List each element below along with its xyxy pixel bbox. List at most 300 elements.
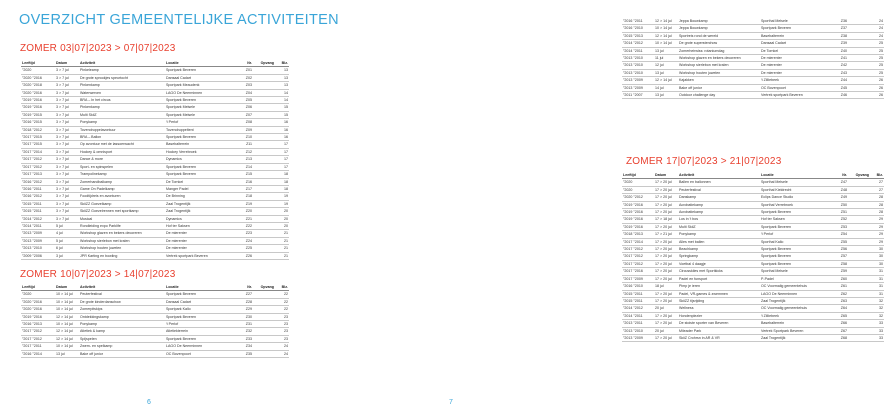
cell-page: 31 <box>870 268 884 275</box>
section-heading-week2: ZOMER 10|07|2023 > 14|07|2023 <box>20 269 176 280</box>
cell-date: 10 > 14 jul <box>55 291 79 298</box>
cell-nr: Z40 <box>832 47 848 54</box>
cell-date: 17 > 18 jul <box>654 216 678 223</box>
cell-nr: Z58 <box>832 260 848 267</box>
cell-nr: Z50 <box>832 201 848 208</box>
cell-age: °2015 °2011 <box>622 290 654 297</box>
cell-activity: Workshop glazen en bekers decoreren <box>678 55 760 62</box>
cell-care <box>253 104 275 111</box>
cell-page: 17 <box>275 163 289 170</box>
cell-activity: Ponykamp <box>678 231 760 238</box>
cell-age: °2016 °2014 <box>21 350 55 357</box>
table-row <box>622 290 884 297</box>
table-header-row <box>21 284 289 291</box>
cell-activity: BRA – In het circus <box>79 97 165 104</box>
cell-page: 26 <box>870 84 884 91</box>
cell-date: 17 > 20 jul <box>654 238 678 245</box>
cell-care <box>848 25 870 32</box>
cell-location: Sportpark Beveren <box>760 25 832 32</box>
cell-page: 29 <box>870 238 884 245</box>
table-row <box>21 200 289 207</box>
table-row <box>21 252 289 259</box>
cell-age: °2017 °2014 <box>21 148 55 155</box>
cell-location: Sportpark Beveren <box>760 260 832 267</box>
cell-location: Dansaal Cadart <box>165 74 237 81</box>
table-row <box>21 335 289 342</box>
cell-location: 't Perlof <box>165 321 237 328</box>
cell-page: 30 <box>870 253 884 260</box>
cell-care <box>253 200 275 207</box>
cell-nr: Z68 <box>832 334 848 341</box>
cell-care <box>848 209 870 216</box>
table-row <box>622 84 884 91</box>
cell-location: Dynamics <box>165 156 237 163</box>
cell-date: 3 > 7 jul <box>55 193 79 200</box>
cell-care <box>253 119 275 126</box>
cell-location: Dansaal Cadart <box>760 40 832 47</box>
table-row <box>21 163 289 170</box>
cell-page: 14 <box>275 89 289 96</box>
cell-date: 10 > 14 jul <box>55 298 79 305</box>
cell-activity: Voetbal 4 daagje <box>678 260 760 267</box>
table-row <box>21 185 289 192</box>
cell-care <box>848 77 870 84</box>
cell-page: 28 <box>870 194 884 201</box>
cell-care <box>848 268 870 275</box>
cell-care <box>253 237 275 244</box>
table-row <box>622 25 884 32</box>
cell-location: Sportpark Beveren <box>165 171 237 178</box>
cell-nr: Z29 <box>237 306 253 313</box>
cell-age: °2020 °2016 <box>21 298 55 305</box>
table-row <box>622 268 884 275</box>
table-row <box>21 215 289 222</box>
cell-date: 3 > 7 jul <box>55 134 79 141</box>
cell-nr: Z03 <box>237 82 253 89</box>
table-row <box>21 156 289 163</box>
table-row <box>622 334 884 341</box>
cell-date: 4 jul <box>55 230 79 237</box>
cell-care <box>848 327 870 334</box>
table-row <box>21 67 289 74</box>
cell-care <box>253 82 275 89</box>
table-row <box>21 245 289 252</box>
cell-nr: Z45 <box>832 84 848 91</box>
cell-care <box>253 215 275 222</box>
cell-care <box>253 74 275 81</box>
cell-page: 20 <box>275 215 289 222</box>
cell-age: °2020 <box>622 186 654 193</box>
cell-activity: Alles met ballen <box>678 238 760 245</box>
table-row <box>21 178 289 185</box>
cell-nr: Z52 <box>832 216 848 223</box>
cell-page: 16 <box>275 134 289 141</box>
cell-location: Hockey Verrebroek <box>165 148 237 155</box>
cell-location: De mierenter <box>760 55 832 62</box>
cell-care <box>848 238 870 245</box>
cell-location: Basebalterrein <box>165 141 237 148</box>
cell-nr: Z67 <box>832 327 848 334</box>
cell-activity: Workshop houten juwelen <box>678 69 760 76</box>
cell-age: °2015 °2011 <box>21 200 55 207</box>
cell-location: Sportpark Beveren <box>165 97 237 104</box>
cell-age: °2017 °2012 <box>21 328 55 335</box>
cell-nr: Z10 <box>237 134 253 141</box>
cell-location: P-Padel <box>760 275 832 282</box>
cell-nr: Z01 <box>237 67 253 74</box>
table-row <box>21 328 289 335</box>
table-row <box>21 230 289 237</box>
table-row <box>622 231 884 238</box>
cell-date: 17 > 20 jul <box>654 312 678 319</box>
cell-location: Zaal Trogentijlk <box>760 334 832 341</box>
cell-location: Zaal Trogentijlk <box>165 208 237 215</box>
cell-page: 17 <box>275 156 289 163</box>
cell-page: 18 <box>275 171 289 178</box>
cell-page: 28 <box>870 209 884 216</box>
cell-location: De mierenter <box>165 230 237 237</box>
table-row <box>622 69 884 76</box>
cell-activity: Ontdekkingskamp <box>79 313 165 320</box>
cell-date: 5 jul <box>55 237 79 244</box>
table-row <box>622 55 884 62</box>
cell-nr: Z47 <box>832 179 848 186</box>
cell-age: °2015 °2011 <box>622 297 654 304</box>
cell-nr: Z02 <box>237 74 253 81</box>
cell-page: 30 <box>870 246 884 253</box>
column-header-activity: Activiteit <box>79 60 165 67</box>
cell-activity: SkiiZZ tijsrijding <box>678 297 760 304</box>
cell-age: °2020 °2016 <box>21 89 55 96</box>
table-row <box>21 321 289 328</box>
cell-age: °2019 °2016 <box>21 104 55 111</box>
cell-page: 23 <box>275 328 289 335</box>
cell-care <box>848 305 870 312</box>
table-row <box>622 283 884 290</box>
cell-age: °2009 °2006 <box>21 252 55 259</box>
cell-page: 24 <box>275 350 289 357</box>
cell-date: 12 > 14 jul <box>654 77 678 84</box>
cell-date: 3 > 7 jul <box>55 208 79 215</box>
cell-activity: Sportreis rond de wereld <box>678 32 760 39</box>
cell-care <box>253 134 275 141</box>
cell-date: 3 > 7 jul <box>55 89 79 96</box>
cell-location: OC Voormalig gemeentehuis <box>760 283 832 290</box>
table-row <box>622 327 884 334</box>
cell-activity: Peuterfestival <box>79 291 165 298</box>
column-header-nr: Nr. <box>237 284 253 291</box>
cell-nr: Z24 <box>237 237 253 244</box>
cell-care <box>848 92 870 99</box>
cell-care <box>848 194 870 201</box>
cell-activity: Multi SkiiZ <box>678 223 760 230</box>
cell-age: °2014 °2011 <box>21 222 55 229</box>
cell-care <box>253 148 275 155</box>
cell-age: °2013 °2009 <box>622 84 654 91</box>
column-header-care: Opvang <box>848 172 870 179</box>
cell-age: °2016 °2012 <box>21 178 55 185</box>
cell-date: 17 > 20 jul <box>654 290 678 297</box>
cell-location: De Brinning <box>165 193 237 200</box>
cell-care <box>848 223 870 230</box>
cell-care <box>848 290 870 297</box>
column-header-date: Datum <box>654 172 678 179</box>
cell-date: 17 > 20 jul <box>654 209 678 216</box>
cell-location: Sporthal Melsele <box>760 18 832 25</box>
cell-nr: Z30 <box>237 313 253 320</box>
cell-nr: Z25 <box>237 245 253 252</box>
cell-date: 17 > 21 jul <box>654 231 678 238</box>
cell-care <box>848 62 870 69</box>
cell-care <box>848 334 870 341</box>
cell-age: °2016 °2012 <box>21 193 55 200</box>
cell-page: 24 <box>870 25 884 32</box>
cell-care <box>253 156 275 163</box>
cell-activity: Danskamp <box>678 194 760 201</box>
column-header-page: Blz. <box>275 60 289 67</box>
table-row <box>21 126 289 133</box>
column-header-care: Opvang <box>253 284 275 291</box>
column-header-age: Leeftijd <box>622 172 654 179</box>
cell-activity: Peuterfestival <box>678 186 760 193</box>
cell-nr: Z51 <box>832 209 848 216</box>
cell-location: Sportpark Beveren <box>760 223 832 230</box>
cell-care <box>848 84 870 91</box>
table-header-row <box>21 60 289 67</box>
cell-activity: Padel en funsport <box>678 275 760 282</box>
cell-location: Sportpark Beveren <box>165 335 237 342</box>
cell-activity: Springkamp <box>678 253 760 260</box>
cell-nr: Z14 <box>237 163 253 170</box>
cell-care <box>253 222 275 229</box>
cell-location: Sporthal Kallo <box>760 238 832 245</box>
cell-activity: Zomerhandbalkamp <box>79 178 165 185</box>
activities-table-week1 <box>21 60 289 260</box>
cell-age: °2013 °2010 <box>622 62 654 69</box>
cell-care <box>253 313 275 320</box>
cell-care <box>848 297 870 304</box>
cell-activity: Hockey & omnisport <box>79 148 165 155</box>
cell-care <box>848 55 870 62</box>
cell-location: De Tornkel <box>165 178 237 185</box>
cell-nr: Z17 <box>237 185 253 192</box>
cell-page: 24 <box>870 18 884 25</box>
cell-activity: Ballen en ballonnen <box>678 179 760 186</box>
page-title: OVERZICHT GEMEENTELIJKE ACTIVITEITEN <box>19 12 339 28</box>
cell-location: Eclips Dance Studio <box>760 194 832 201</box>
cell-page: 27 <box>870 179 884 186</box>
cell-page: 21 <box>275 230 289 237</box>
column-header-location: Locatie <box>760 172 832 179</box>
cell-activity: Wellness <box>678 305 760 312</box>
column-header-age: Leeftijd <box>21 60 55 67</box>
cell-care <box>253 185 275 192</box>
cell-date: 3 > 7 jul <box>55 67 79 74</box>
cell-care <box>253 89 275 96</box>
cell-page: 29 <box>870 223 884 230</box>
cell-age: °2013 °2010 <box>622 327 654 334</box>
column-header-page: Blz. <box>275 284 289 291</box>
cell-page: 22 <box>275 291 289 298</box>
cell-nr: Z34 <box>237 343 253 350</box>
cell-location: Sportpark Beveren <box>165 134 237 141</box>
cell-location: Sportpark Kallo <box>165 306 237 313</box>
cell-location: Sportpark Beveren <box>165 67 237 74</box>
cell-nr: Z16 <box>237 178 253 185</box>
cell-nr: Z63 <box>832 297 848 304</box>
cell-date: 3 > 7 jul <box>55 156 79 163</box>
cell-age: °2016 °2010 <box>622 25 654 32</box>
cell-nr: Z23 <box>237 230 253 237</box>
table-row <box>622 62 884 69</box>
table-row <box>622 77 884 84</box>
table-row <box>622 238 884 245</box>
cell-page: 16 <box>275 126 289 133</box>
cell-activity: Padel, VR-games & zwemmen <box>678 290 760 297</box>
cell-date: 13 jul <box>654 69 678 76</box>
cell-date: 3 > 7 jul <box>55 126 79 133</box>
table-row <box>21 306 289 313</box>
table-row <box>21 298 289 305</box>
table-row <box>622 260 884 267</box>
cell-date: 18 jul <box>654 283 678 290</box>
cell-age: °2017 °2015 <box>21 141 55 148</box>
cell-nr: Z20 <box>237 208 253 215</box>
cell-date: 3 > 7 jul <box>55 97 79 104</box>
column-header-date: Datum <box>55 284 79 291</box>
cell-page: 17 <box>275 141 289 148</box>
table-row <box>21 82 289 89</box>
cell-care <box>848 246 870 253</box>
cell-age: °2020 °2018 <box>21 82 55 89</box>
cell-page: 33 <box>870 334 884 341</box>
cell-location: Sporthal Melsele <box>760 268 832 275</box>
page-number-right: 7 <box>449 399 453 406</box>
cell-age: °2016 °2013 <box>21 321 55 328</box>
cell-page: 33 <box>870 320 884 327</box>
cell-date: 17 > 20 jul <box>654 253 678 260</box>
cell-care <box>253 245 275 252</box>
cell-page: 20 <box>275 208 289 215</box>
cell-age: °2019 °2016 <box>21 97 55 104</box>
cell-page: 16 <box>275 119 289 126</box>
cell-page: 31 <box>870 290 884 297</box>
cell-care <box>253 163 275 170</box>
cell-care <box>848 260 870 267</box>
cell-care <box>253 291 275 298</box>
cell-activity: Ponykamp <box>79 321 165 328</box>
cell-date: 10 > 14 jul <box>55 343 79 350</box>
cell-care <box>253 298 275 305</box>
cell-age: °2017 °2016 <box>622 268 654 275</box>
cell-location: De mierenter <box>165 237 237 244</box>
table-row <box>21 74 289 81</box>
cell-nr: Z42 <box>832 62 848 69</box>
cell-age: °2013 °2011 <box>622 320 654 327</box>
cell-care <box>848 201 870 208</box>
cell-date: 17 > 20 jul <box>654 186 678 193</box>
cell-care <box>848 69 870 76</box>
cell-location: Dansaal Cadart <box>165 298 237 305</box>
cell-location: Sportpark Beveren <box>760 209 832 216</box>
cell-activity: Circusskiles met Sportkicks <box>678 268 760 275</box>
cell-activity: Jeppa Bouwkamp <box>678 25 760 32</box>
cell-care <box>253 193 275 200</box>
table-row <box>622 312 884 319</box>
cell-date: 3 > 7 jul <box>55 82 79 89</box>
cell-location: 't Zilliebeek <box>760 77 832 84</box>
cell-activity: Multi SkiiZ <box>79 111 165 118</box>
page-number-left: 6 <box>147 399 151 406</box>
cell-nr: Z66 <box>832 320 848 327</box>
cell-page: 21 <box>275 252 289 259</box>
cell-activity: Pinkeleamp <box>79 67 165 74</box>
cell-page: 17 <box>275 148 289 155</box>
cell-date: 17 > 20 jul <box>654 268 678 275</box>
cell-age: °2020 °2016 <box>21 74 55 81</box>
activities-table-week3 <box>622 172 884 342</box>
table-row <box>21 350 289 357</box>
cell-date: 17 > 20 jul <box>654 260 678 267</box>
cell-nr: Z18 <box>237 193 253 200</box>
cell-location: Sportpark Beveren <box>760 253 832 260</box>
cell-activity: Sport- en spinspelen <box>79 163 165 170</box>
table-row <box>622 297 884 304</box>
cell-nr: Z35 <box>237 350 253 357</box>
cell-activity: Tovendruppelavontuur <box>79 126 165 133</box>
cell-location: OC Bovenpoort <box>165 350 237 357</box>
cell-page: 13 <box>275 82 289 89</box>
cell-nr: Z04 <box>237 89 253 96</box>
cell-age: °2020 <box>622 179 654 186</box>
column-header-page: Blz. <box>870 172 884 179</box>
cell-age: °2016 °2011 <box>21 185 55 192</box>
cell-nr: Z56 <box>832 246 848 253</box>
cell-page: 31 <box>870 275 884 282</box>
cell-age: °2013 °2009 <box>21 237 55 244</box>
cell-activity: SkiiZZ Goezelrennen met sportkamp <box>79 208 165 215</box>
cell-date: 3 > 7 jul <box>55 119 79 126</box>
cell-activity: Pinkenkamp <box>79 104 165 111</box>
cell-nr: Z48 <box>832 186 848 193</box>
cell-date: 13 jul <box>55 350 79 357</box>
cell-activity: De grote supersterchow <box>678 40 760 47</box>
cell-activity: Pinkenkamp <box>79 82 165 89</box>
cell-location: Sportpark Meaudenk <box>165 82 237 89</box>
cell-date: 20 jul <box>654 305 678 312</box>
cell-location: 't Perlof <box>760 231 832 238</box>
cell-care <box>253 171 275 178</box>
cell-nr: Z13 <box>237 156 253 163</box>
table-row <box>21 119 289 126</box>
cell-page: 13 <box>275 74 289 81</box>
cell-activity: Outdoor challenge day <box>678 92 760 99</box>
cell-nr: Z09 <box>237 126 253 133</box>
cell-date: 10 > 14 jul <box>654 40 678 47</box>
cell-age: °2016 °2010 <box>622 283 654 290</box>
cell-care <box>848 186 870 193</box>
cell-age: °2014 °2012 <box>21 215 55 222</box>
cell-page: 25 <box>870 40 884 47</box>
column-header-care: Opvang <box>253 60 275 67</box>
cell-activity: Hondenplezier <box>678 312 760 319</box>
cell-age: °2017 °2012 <box>21 335 55 342</box>
table-row <box>21 89 289 96</box>
table-row <box>21 313 289 320</box>
cell-activity: JPR Karting en bowling <box>79 252 165 259</box>
cell-date: 17 > 20 jul <box>654 334 678 341</box>
table-row <box>21 141 289 148</box>
